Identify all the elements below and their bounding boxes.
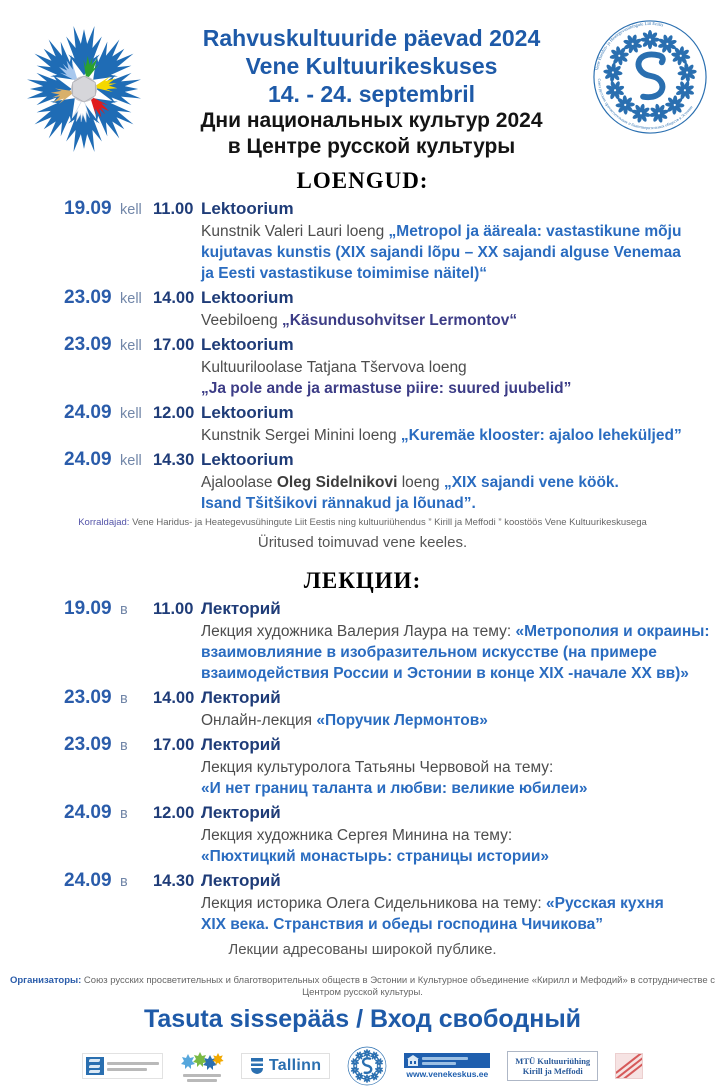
- lektsii-organizers-label: Организаторы:: [9, 975, 82, 986]
- event-description: [194, 893, 725, 935]
- event-row: [64, 734, 725, 799]
- event-description: [194, 357, 725, 399]
- people-figures-icon: [180, 1050, 224, 1072]
- event-text-segment: Лекция художника Сергея Минина на тему:: [201, 827, 513, 844]
- event-time-prefix: kell: [120, 406, 142, 422]
- event-text-segment: „XIX sajandi vene köök.: [443, 474, 619, 491]
- event-time: 11.00: [153, 600, 194, 618]
- event-text-segment: Онлайн-лекция: [201, 712, 317, 729]
- emblem-text-bottom: Союз русских просветительных и благотворительных обществ в Эстонии: [596, 78, 694, 131]
- event-row: [64, 402, 725, 446]
- venekeskus-banner: [404, 1053, 490, 1068]
- event-time: 12.00: [153, 804, 195, 822]
- title-ru-line1: Дни национальных культур 2024: [200, 109, 543, 132]
- loengud-organizers-label: Korraldajad:: [78, 517, 130, 528]
- event-text-segment: Kunstnik Sergei Minini loeng: [201, 427, 401, 444]
- event-text-segment: Kultuuriloolase Tatjana Tšervova loeng: [201, 359, 467, 376]
- event-time: 14.30: [153, 872, 195, 890]
- event-text-segment: «Поручик Лермонтов»: [316, 712, 488, 729]
- three-lions-icon: [86, 1057, 104, 1075]
- daisy-emblem-small-icon: [347, 1046, 387, 1086]
- union-emblem-logo: [575, 14, 725, 136]
- event-venue: Лекторий: [201, 599, 281, 618]
- header: [0, 0, 725, 164]
- event-venue: Лекторий: [201, 803, 281, 822]
- event-head: [64, 870, 725, 893]
- event-head: [64, 402, 725, 425]
- event-text-segment: Лекция культуролога Татьяны Червовой на тему:: [201, 759, 554, 776]
- event-time-prefix: kell: [120, 202, 142, 218]
- event-text-segment: „Käsundusohvitser Lermontov“: [282, 312, 518, 329]
- event-time: 12.00: [153, 404, 195, 422]
- event-text-segment: XIX века. Странствия и обеды господина Чичикова”: [201, 916, 604, 933]
- section-loengud: [0, 168, 725, 553]
- event-time-prefix: в: [120, 874, 128, 890]
- stamp-logo: [615, 1053, 643, 1079]
- event-text-segment: Isand Tšitšikovi rännakud ja lõunad”.: [201, 495, 476, 512]
- event-text-segment: «Метрополия и окраины:: [515, 623, 710, 640]
- event-date: 23.09: [64, 734, 112, 755]
- event-time-prefix: kell: [120, 453, 142, 469]
- event-head: [64, 802, 725, 825]
- event-row: [64, 598, 725, 684]
- title-et-line2: Vene Kultuurikeskuses: [245, 53, 498, 79]
- event-time: 17.00: [153, 736, 195, 754]
- tallinn-logo: [241, 1053, 330, 1079]
- event-description: [194, 825, 725, 867]
- event-row: [64, 287, 725, 331]
- daisy-emblem-icon: [591, 18, 709, 136]
- event-venue: Lektoorium: [201, 335, 294, 354]
- event-description: [194, 310, 725, 331]
- event-date: 23.09: [64, 287, 112, 308]
- event-head: [64, 287, 725, 310]
- emblem-text-top: Vene Haridus- ja Heategevusühingute Liit Eestis: [594, 20, 664, 71]
- event-date: 24.09: [64, 870, 112, 891]
- event-venue: Lektoorium: [201, 288, 294, 307]
- integration-foundation-logo: [180, 1050, 224, 1082]
- language-note: Üritused toimuvad vene keeles.: [257, 534, 468, 551]
- event-text-segment: «Пюхтицкий монастырь: страницы истории»: [201, 848, 550, 865]
- event-description: [194, 621, 725, 684]
- event-venue: Lektoorium: [201, 403, 294, 422]
- event-row: [64, 198, 725, 284]
- event-description: [194, 757, 725, 799]
- event-row: [64, 802, 725, 867]
- event-text-segment: kujutavas kunstis (XIX sajandi lõpu – XX sajandi alguse Venemaa: [201, 244, 681, 261]
- event-date: 24.09: [64, 402, 112, 423]
- ministry-logo-text: [107, 1062, 159, 1071]
- event-date: 24.09: [64, 449, 112, 470]
- event-text-segment: „Ja pole ande ja armastuse piire: suured juubelid”: [201, 380, 572, 397]
- free-entry-banner: Tasuta sissepääs / Вход свободный: [143, 1005, 582, 1033]
- event-head: [64, 334, 725, 357]
- audience-note: Лекции адресованы широкой публике.: [228, 941, 497, 958]
- event-text-segment: „Metropol ja ääreala: vastastikune mõju: [388, 223, 682, 240]
- event-text-segment: Oleg Sidelnikovi: [276, 474, 398, 491]
- event-head: [64, 687, 725, 710]
- mtu-logo-line1: MTÜ Kultuuriühing: [515, 1056, 591, 1066]
- event-head: [64, 198, 725, 221]
- event-time: 14.00: [153, 289, 195, 307]
- tallinn-logo-text: Tallinn: [268, 1057, 322, 1074]
- loengud-organizers-text: Vene Haridus- ja Heategevusühingute Liit Eestis ning kultuuriühendus ” Kirill ja Meffodi ” koostöös Vene Kultuurikeskusega: [129, 517, 647, 528]
- event-text-segment: Лекция художника Валерия Лаура на тему:: [201, 623, 516, 640]
- event-text-segment: Kunstnik Valeri Lauri loeng: [201, 223, 389, 240]
- event-venue: Лекторий: [201, 871, 281, 890]
- mtu-logo-line2: Kirill ja Meffodi: [522, 1066, 583, 1076]
- title-et-line3: 14. - 24. septembril: [267, 81, 476, 107]
- event-date: 19.09: [64, 598, 112, 619]
- event-venue: Lektoorium: [201, 450, 294, 469]
- ministry-of-culture-logo: [82, 1053, 163, 1079]
- event-text-segment: «И нет границ таланта и любви: великие юбилеи»: [201, 780, 588, 797]
- event-description: [194, 221, 725, 284]
- event-text-segment: ja Eesti vastastikuse toimimise näitel)“: [201, 265, 488, 282]
- loengud-heading: LOENGUD:: [296, 168, 429, 193]
- mtu-kirill-meffodi-logo: [507, 1051, 598, 1081]
- event-description: [194, 710, 725, 731]
- venekeskus-logo: [404, 1053, 490, 1079]
- event-row: [64, 449, 725, 514]
- event-time: 14.30: [153, 451, 195, 469]
- event-venue: Лекторий: [201, 735, 281, 754]
- event-date: 23.09: [64, 334, 112, 355]
- event-time-prefix: kell: [120, 338, 142, 354]
- event-head: [64, 598, 725, 621]
- cornflower-logo: [0, 14, 168, 164]
- event-date: 24.09: [64, 802, 112, 823]
- event-row: [64, 870, 725, 935]
- event-head: [64, 449, 725, 472]
- event-date: 23.09: [64, 687, 112, 708]
- event-text-segment: loeng: [397, 474, 444, 491]
- event-time-prefix: в: [120, 738, 128, 754]
- event-text-segment: взаимодействия России и Эстонии в конце XIX -начале XX вв)»: [201, 665, 689, 682]
- loengud-organizers: [8, 517, 717, 529]
- building-icon: [407, 1055, 419, 1066]
- poster-titles: [168, 14, 575, 160]
- event-time-prefix: в: [120, 806, 128, 822]
- lektsii-events: [0, 598, 725, 935]
- event-text-segment: Ajaloolase: [201, 474, 277, 491]
- event-time: 17.00: [153, 336, 195, 354]
- section-lektsii: [0, 568, 725, 999]
- event-head: [64, 734, 725, 757]
- cornflower-icon: [9, 14, 159, 164]
- event-row: [64, 334, 725, 399]
- event-time-prefix: в: [120, 691, 128, 707]
- title-et-line1: Rahvuskultuuride päevad 2024: [202, 25, 541, 51]
- lektsii-heading: ЛЕКЦИИ:: [303, 568, 422, 593]
- event-time-prefix: kell: [120, 291, 142, 307]
- event-text-segment: „Kuremäe klooster: ajaloo leheküljed”: [400, 427, 682, 444]
- venekeskus-url-text: www.venekeskus.ee: [406, 1069, 489, 1079]
- event-text-segment: «Русская кухня: [546, 895, 664, 912]
- event-description: [194, 425, 725, 446]
- event-time-prefix: в: [120, 602, 128, 618]
- event-description: [194, 472, 725, 514]
- lektsii-organizers-text: Союз русских просветительных и благотворительных обществ в Эстонии и Культурное объединение «Кирилл и Мефодий» в сотрудничестве с Центром русской культуры.: [81, 975, 715, 998]
- event-time: 11.00: [153, 200, 194, 218]
- loengud-events: [0, 198, 725, 514]
- event-text-segment: Veebiloeng: [201, 312, 283, 329]
- lektsii-organizers: [8, 975, 717, 999]
- event-venue: Лекторий: [201, 688, 281, 707]
- partner-logos-row: [0, 1046, 725, 1086]
- event-venue: Lektoorium: [201, 199, 294, 218]
- event-text-segment: Лекция историка Олега Сидельникова на тему:: [201, 895, 547, 912]
- title-ru-line2: в Центре русской культуры: [227, 135, 516, 158]
- event-row: [64, 687, 725, 731]
- tallinn-shield-icon: [250, 1057, 264, 1075]
- event-text-segment: взаимовлияние в изобразительном искусстве (на примере: [201, 644, 657, 661]
- event-date: 19.09: [64, 198, 112, 219]
- event-time: 14.00: [153, 689, 195, 707]
